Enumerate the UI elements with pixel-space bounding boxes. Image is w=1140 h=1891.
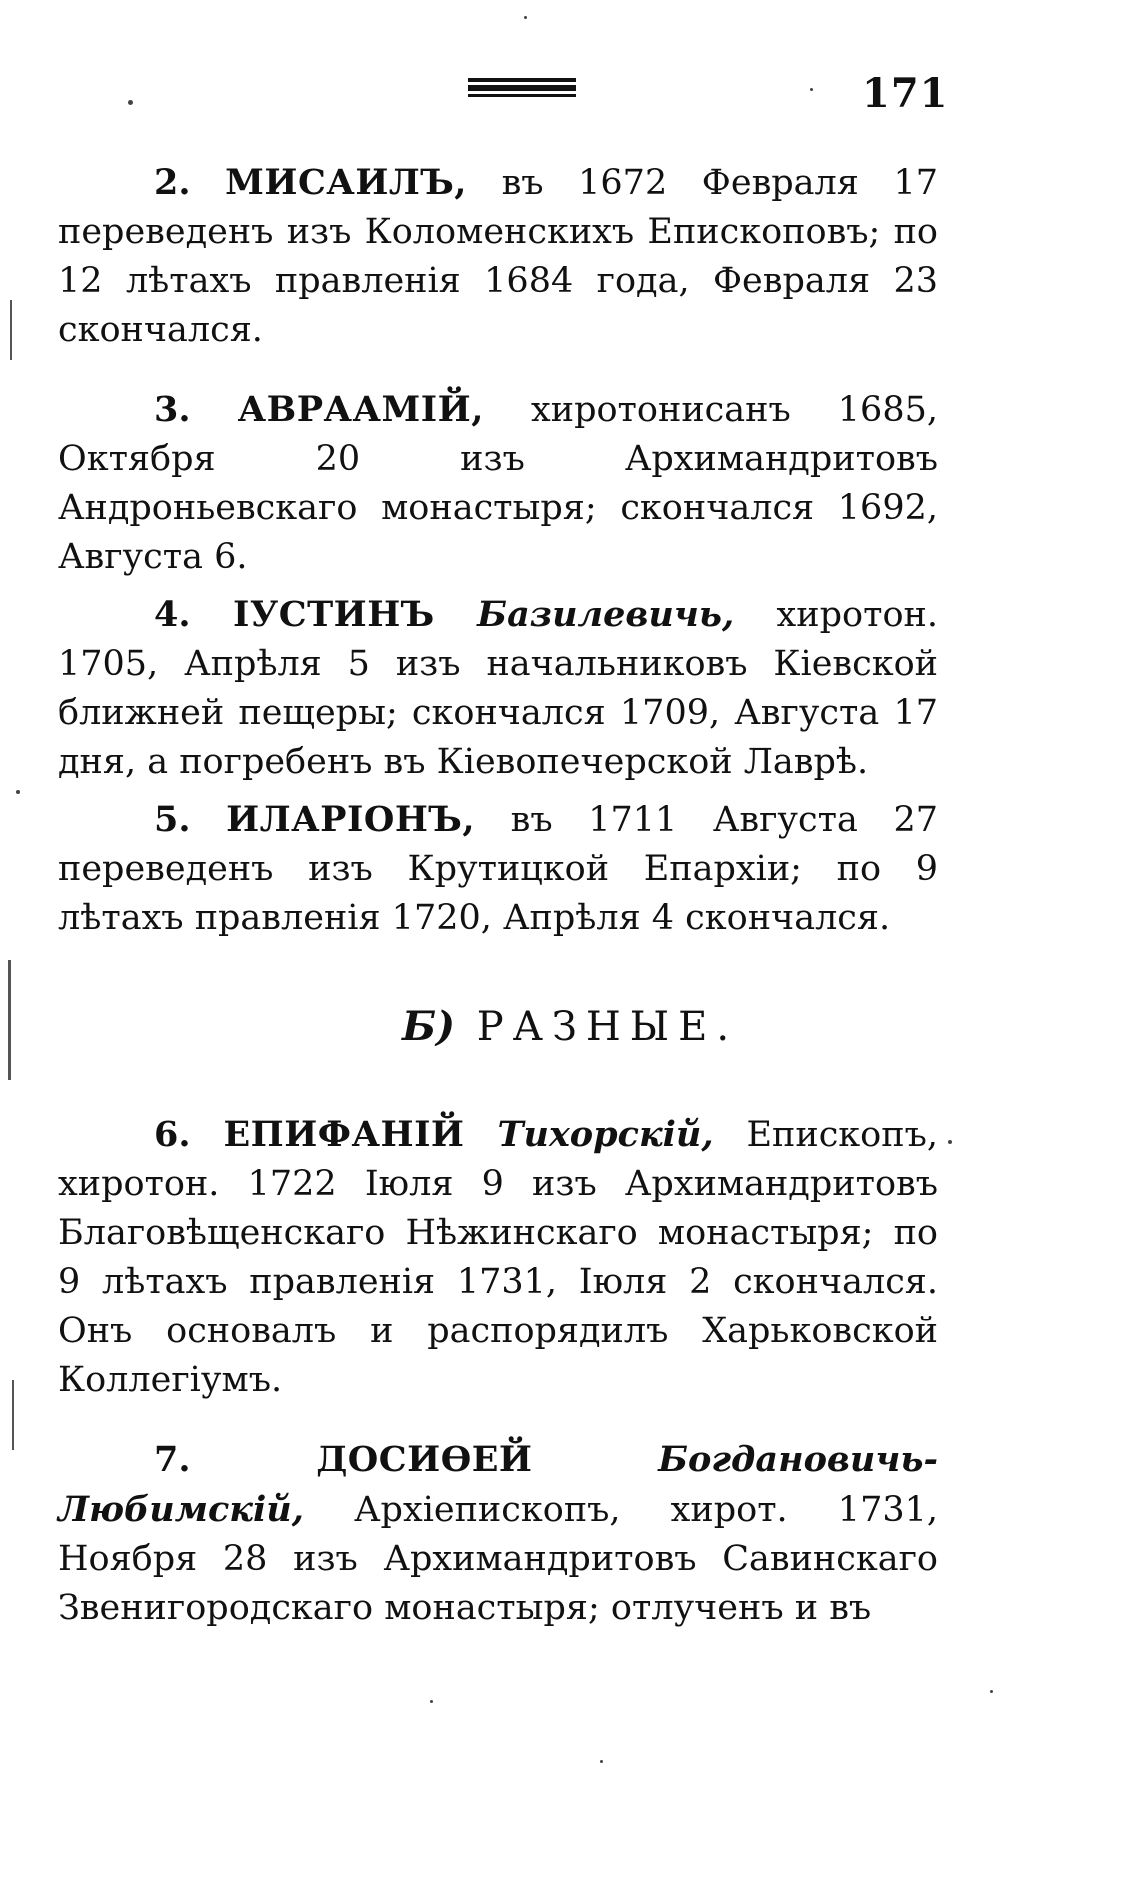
scan-speck <box>430 1700 433 1703</box>
entry-name: ИЛАРIОНЪ, <box>226 799 476 840</box>
entry-number: 5. <box>154 799 191 840</box>
scan-speck <box>524 16 527 19</box>
entry-text: хиротон. 1705, Апрѣля 5 изъ начальниковъ Кiевской ближней пещеры; скончался 1709, Августа 17 дня, а погребенъ въ Кiевопечерской Лаврѣ. <box>58 595 938 782</box>
scan-speck <box>600 1760 603 1763</box>
scan-speck <box>948 1140 952 1144</box>
entry-name: ДОСИѲЕЙ <box>316 1439 533 1480</box>
section-marker: Б) <box>401 1003 456 1050</box>
entry-number: 7. <box>154 1439 191 1480</box>
entry-number: 3. <box>154 389 191 430</box>
entry-text: Архiепископъ, хирот. 1731, Ноября 28 изъ Архимандритовъ Савинскаго Звенигородскаго монастыря; отлученъ и въ <box>58 1490 938 1628</box>
page-number: 171 <box>862 70 949 117</box>
scan-speck <box>128 100 133 105</box>
entry-number: 2. <box>154 162 191 203</box>
entry-name: МИСАИЛЪ, <box>225 162 467 203</box>
entry-text: въ 1711 Августа 27 переведенъ изъ Крутицкой Епархiи; по 9 лѣтахъ правленiя 1720, Апрѣля 4 скончался. <box>58 800 938 938</box>
entry-text: хиротонисанъ 1685, Октября 20 изъ Архимандритовъ Андроньевскаго монастыря; скончался 1692, Августа 6. <box>58 390 938 577</box>
section-title: РАЗНЫЕ. <box>476 1004 739 1050</box>
rule-line <box>468 78 576 82</box>
entry-4 <box>58 590 938 787</box>
scan-speck <box>810 88 813 91</box>
entry-name: АВРААМIЙ, <box>237 389 484 430</box>
entry-surname: Тихорскiй, <box>497 1114 714 1155</box>
section-heading <box>0 1003 1140 1050</box>
entry-surname: Богдановичь-Любимскiй, <box>58 1439 938 1530</box>
entries-bottom <box>58 1110 938 1633</box>
entry-7 <box>58 1435 938 1633</box>
scan-speck <box>990 1690 993 1693</box>
rule-line <box>468 85 576 91</box>
entries-top <box>58 158 938 943</box>
entry-name: ЕПИФАНIЙ <box>223 1114 465 1155</box>
entry-text: Епископъ, хиротон. 1722 Iюля 9 изъ Архимандритовъ Благовѣщенскаго Нѣжинскаго монастыря; по 9 лѣтахъ правленiя 1731, Iюля 2 скончался. Онъ основалъ и распорядилъ Харьковской Коллегiумъ. <box>58 1115 938 1400</box>
entry-6 <box>58 1110 938 1405</box>
entry-number: 4. <box>154 594 191 635</box>
scan-margin-line <box>12 1380 14 1450</box>
entry-number: 6. <box>154 1114 191 1155</box>
rule-line <box>468 94 576 97</box>
entry-name: IУСТИНЪ <box>232 594 435 635</box>
entry-surname: Базилевичь, <box>477 594 735 635</box>
entry-text: въ 1672 Февраля 17 переведенъ изъ Коломенскихъ Епископовъ; по 12 лѣтахъ правленiя 1684 года, Февраля 23 скончался. <box>58 163 938 350</box>
scan-margin-line <box>8 960 11 1080</box>
scan-margin-line <box>10 300 12 360</box>
entry-3 <box>58 385 938 582</box>
entry-5 <box>58 795 938 943</box>
header-ornament-rule <box>468 78 576 100</box>
scan-speck <box>16 790 20 794</box>
entry-2 <box>58 158 938 355</box>
